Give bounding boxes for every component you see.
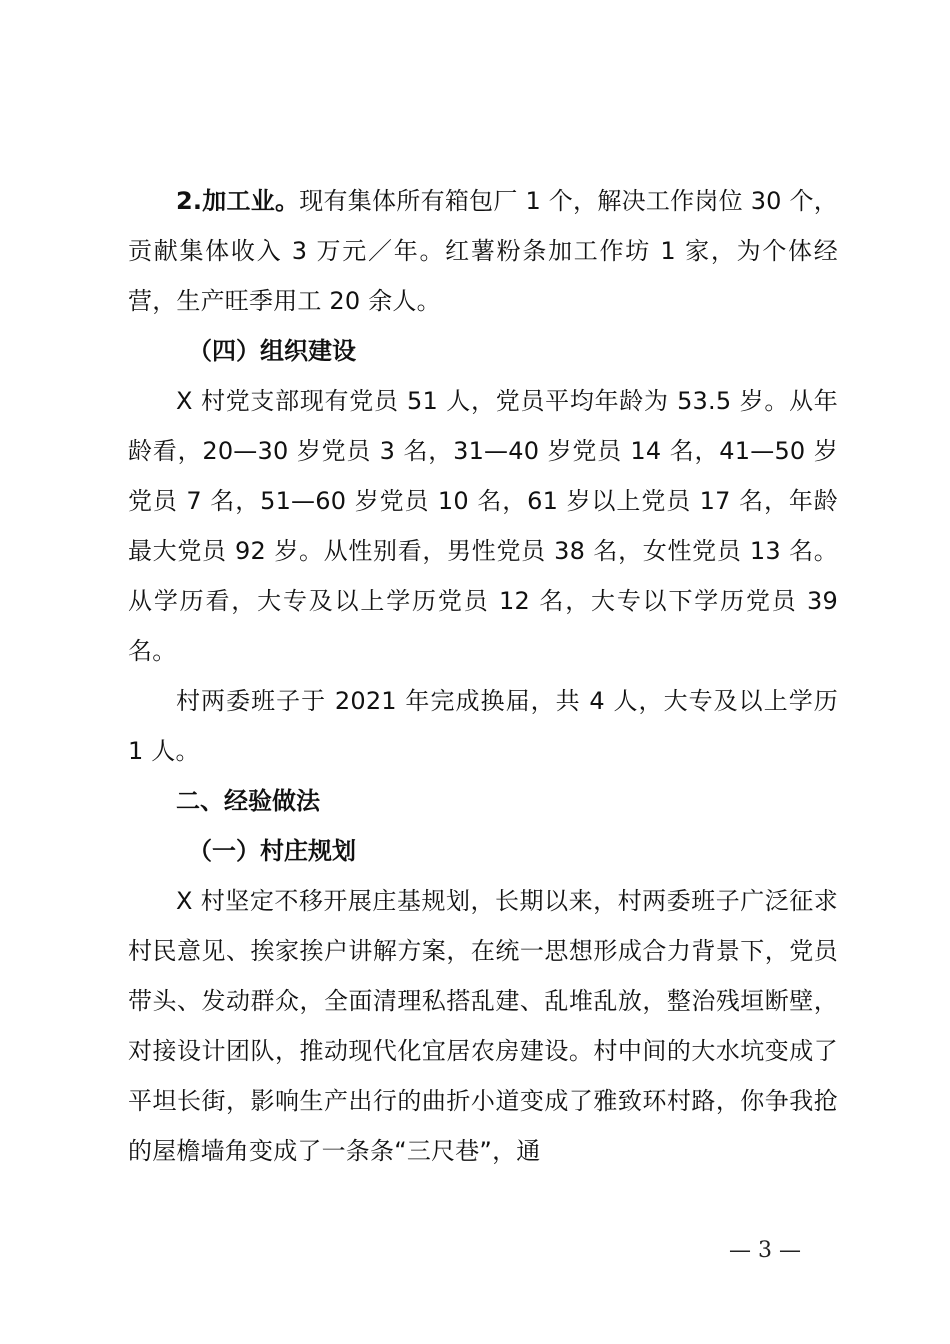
- paragraph-text: 现有集体所有箱包厂 1 个，解决工作岗位 30 个，贡献集体收入 3 万元／年。红薯粉条加工作坊 1 家，为个体经营，生产旺季用工 20 余人。: [128, 187, 838, 315]
- paragraph-village-planning: X 村坚定不移开展庄基规划，长期以来，村两委班子广泛征求村民意见、挨家挨户讲解方案，在统一思想形成合力背景下，党员带头、发动群众，全面清理私搭乱建、乱堆乱放，整治残垣断壁，对接设计团队，推动现代化宜居农房建设。村中间的大水坑变成了平坦长街，影响生产出行的曲折小道变成了雅致环村路，你争我抢的屋檐墙角变成了一条条“三尺巷”，通: [128, 887, 838, 1165]
- section-heading-experience: 二、经验做法: [176, 787, 320, 815]
- paragraph-village-committee: 村两委班子于 2021 年完成换届，共 4 人，大专及以上学历 1 人。: [128, 687, 838, 765]
- page-number: — 3 —: [729, 1238, 801, 1263]
- paragraph-processing-industry: [128, 176, 838, 326]
- paragraph-party-members: X 村党支部现有党员 51 人，党员平均年龄为 53.5 岁。从年龄看，20—30 岁党员 3 名，31—40 岁党员 14 名，41—50 岁党员 7 名，51—60 岁党员 10 名，61 岁以上党员 17 名，年龄最大党员 92 岁。从性别看，男性党员 38 名，女性党员 13 名。从学历看，大专及以上学历党员 12 名，大专以下学历党员 39 名。: [128, 387, 838, 665]
- section-heading-village-planning: （一）村庄规划: [188, 837, 356, 865]
- section-heading-organization: （四）组织建设: [188, 337, 356, 365]
- document-body: [128, 176, 838, 1176]
- paragraph-lead-title: 2.加工业。: [176, 187, 300, 215]
